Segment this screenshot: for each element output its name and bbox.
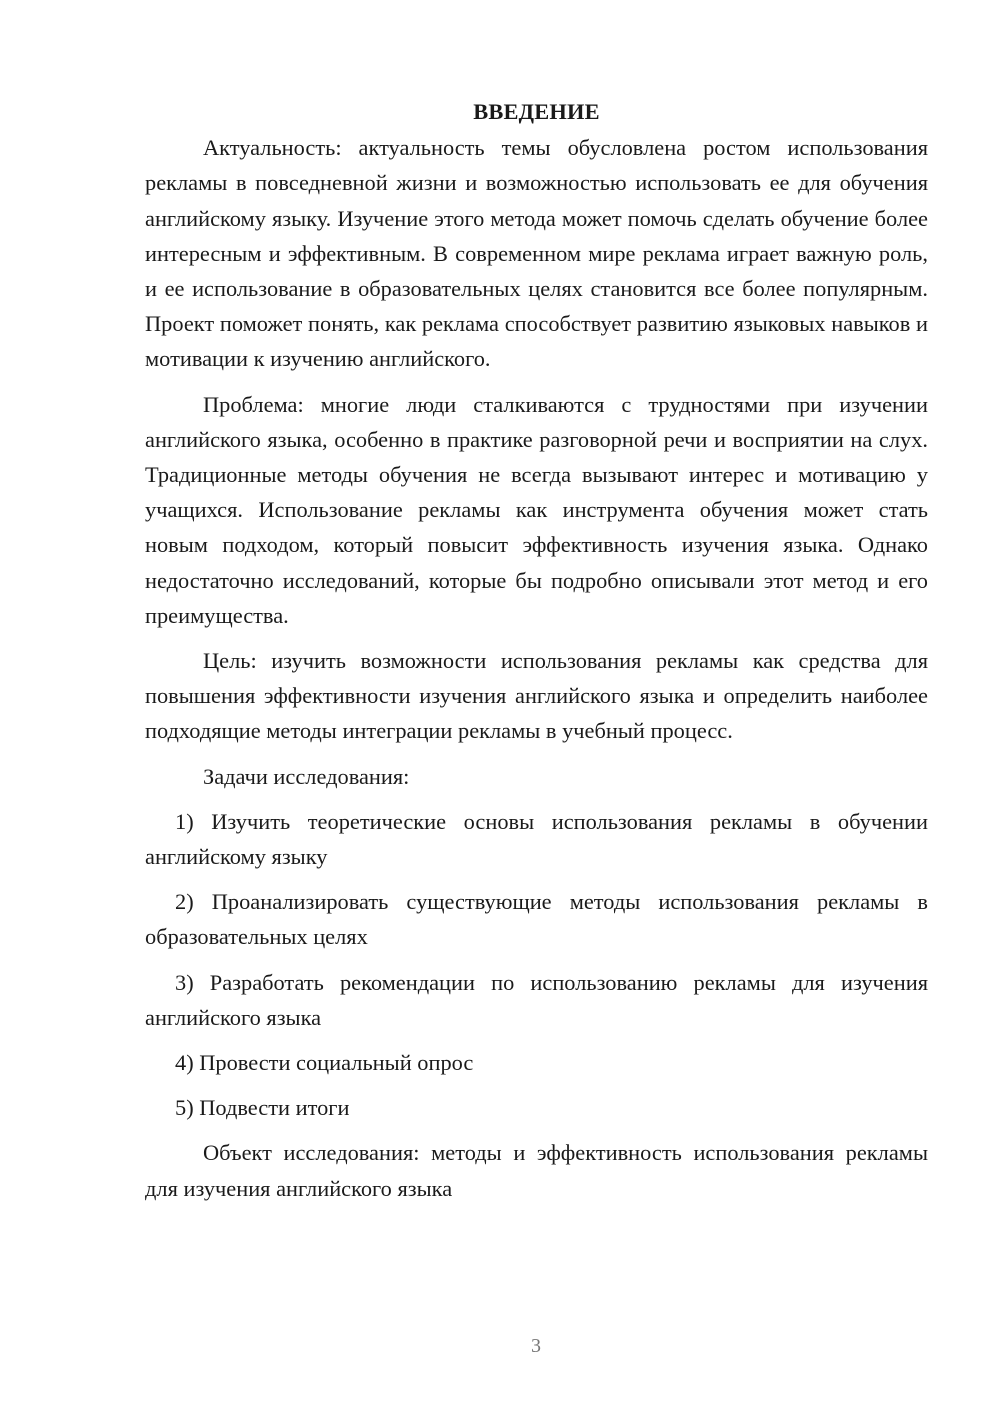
task-item: 1) Изучить теоретические основы использования рекламы в обучении английскому языку <box>145 808 928 870</box>
page-content <box>145 94 928 1216</box>
task-item: 4) Провести социальный опрос <box>175 1050 474 1076</box>
tasks-heading: Задачи исследования: <box>203 763 410 789</box>
relevance-paragraph: Актуальность: актуальность темы обусловлена ростом использования рекламы в повседневной жизни и возможностью использовать ее для обучения английскому языку. Изучение этого метода может помочь сделать обучение более интересным и эффективным. В современном мире реклама играет важную роль, и ее использование в образовательных целях становится все более популярным. Проект поможет понять, как реклама способствует развитию языковых навыков и мотивации к изучению английского. <box>145 135 928 372</box>
task-item: 3) Разработать рекомендации по использованию рекламы для изучения английского языка <box>145 969 928 1030</box>
task-item: 2) Проанализировать существующие методы использования рекламы в образовательных целях <box>145 889 928 950</box>
goal-paragraph: Цель: изучить возможности использования рекламы как средства для повышения эффективности изучения английского языка и определить наиболее подходящие методы интеграции рекламы в учебный процесс. <box>145 648 928 744</box>
problem-paragraph: Проблема: многие люди сталкиваются с трудностями при изучении английского языка, особенно в практике разговорной речи и восприятии на слух. Традиционные методы обучения не всегда вызывают интерес и мотивацию у учащихся. Использование рекламы как инструмента обучения может стать новым подходом, который повысит эффективность изучения языка. Однако недостаточно исследований, которые бы подробно описывали этот метод и его преимущества. <box>145 391 928 628</box>
page-number: 3 <box>531 1335 541 1357</box>
tasks-list <box>145 804 928 1126</box>
object-paragraph: Объект исследования: методы и эффективность использования рекламы для изучения английского языка <box>145 1140 928 1201</box>
task-item: 5) Подвести итоги <box>175 1095 350 1121</box>
section-title: ВВЕДЕНИЕ <box>473 99 600 124</box>
